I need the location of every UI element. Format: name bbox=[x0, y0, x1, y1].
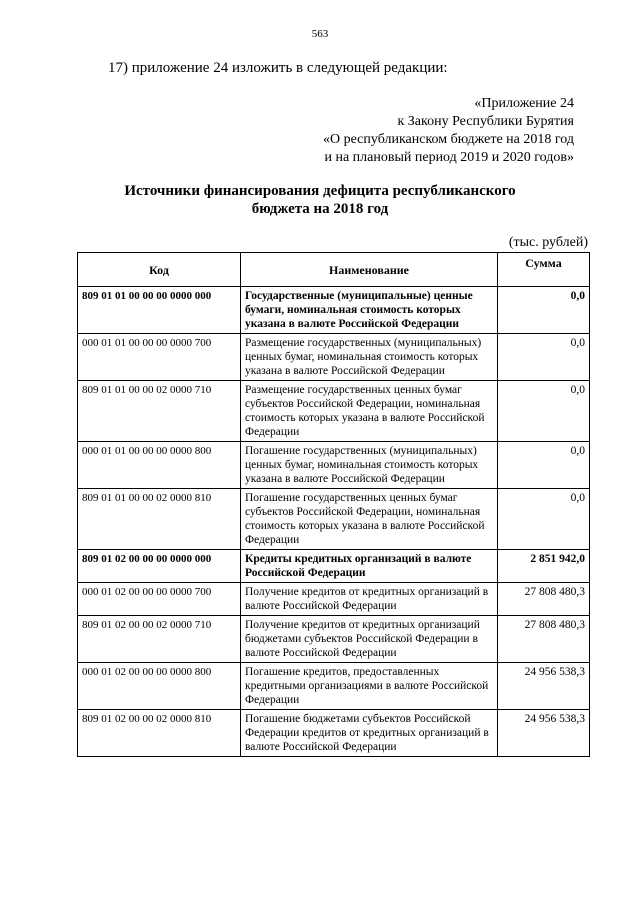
code-cell: 000 01 01 00 00 00 0000 800 bbox=[78, 442, 241, 489]
sum-cell: 0,0 bbox=[498, 442, 590, 489]
table-row bbox=[78, 663, 590, 710]
appendix-line: и на плановый период 2019 и 2020 годов» bbox=[324, 150, 574, 165]
appendix-line: «Приложение 24 bbox=[474, 96, 574, 111]
name-cell: Получение кредитов от кредитных организаций бюджетами субъектов Российской Федерации в валюте Российской Федерации bbox=[241, 616, 498, 663]
sum-cell: 24 956 538,3 bbox=[498, 710, 590, 757]
table-row bbox=[78, 583, 590, 616]
code-cell: 809 01 02 00 00 02 0000 710 bbox=[78, 616, 241, 663]
code-cell: 000 01 02 00 00 00 0000 800 bbox=[78, 663, 241, 710]
sum-cell: 0,0 bbox=[498, 381, 590, 442]
table-body bbox=[78, 287, 590, 757]
sum-cell: 2 851 942,0 bbox=[498, 550, 590, 583]
code-cell: 809 01 02 00 00 00 0000 000 bbox=[78, 550, 241, 583]
sum-cell: 0,0 bbox=[498, 489, 590, 550]
code-cell: 809 01 01 00 00 02 0000 710 bbox=[78, 381, 241, 442]
units-label: (тыс. рублей) bbox=[508, 235, 588, 250]
table-row bbox=[78, 710, 590, 757]
table-row bbox=[78, 334, 590, 381]
table-row bbox=[78, 442, 590, 489]
document-title: Источники финансирования дефицита республиканского бюджета на 2018 год bbox=[124, 183, 516, 217]
header-code: Код bbox=[78, 253, 241, 287]
sum-cell: 27 808 480,3 bbox=[498, 583, 590, 616]
code-cell: 000 01 02 00 00 00 0000 700 bbox=[78, 583, 241, 616]
header-name: Наименование bbox=[241, 253, 498, 287]
code-cell: 809 01 02 00 00 02 0000 810 bbox=[78, 710, 241, 757]
appendix-line: к Закону Республики Бурятия bbox=[397, 114, 574, 129]
code-cell: 000 01 01 00 00 00 0000 700 bbox=[78, 334, 241, 381]
name-cell: Получение кредитов от кредитных организаций в валюте Российской Федерации bbox=[241, 583, 498, 616]
appendix-header bbox=[323, 95, 574, 167]
appendix-line: «О республиканском бюджете на 2018 год bbox=[323, 132, 574, 147]
name-cell: Размещение государственных ценных бумаг субъектов Российской Федерации, номинальная стоимость которых указана в валюте Российской Федерации bbox=[241, 381, 498, 442]
sum-cell: 27 808 480,3 bbox=[498, 616, 590, 663]
code-cell: 809 01 01 00 00 02 0000 810 bbox=[78, 489, 241, 550]
name-cell: Государственные (муниципальные) ценные бумаги, номинальная стоимость которых указана в валюте Российской Федерации bbox=[241, 287, 498, 334]
name-cell: Погашение кредитов, предоставленных кредитными организациями в валюте Российской Федерации bbox=[241, 663, 498, 710]
sum-cell: 0,0 bbox=[498, 334, 590, 381]
financing-sources-table bbox=[77, 252, 590, 757]
table-row bbox=[78, 489, 590, 550]
page-number: 563 bbox=[311, 28, 329, 40]
sum-cell: 0,0 bbox=[498, 287, 590, 334]
sum-cell: 24 956 538,3 bbox=[498, 663, 590, 710]
name-cell: Погашение государственных (муниципальных) ценных бумаг, номинальная стоимость которых указана в валюте Российской Федерации bbox=[241, 442, 498, 489]
name-cell: Размещение государственных (муниципальных) ценных бумаг, номинальная стоимость которых указана в валюте Российской Федерации bbox=[241, 334, 498, 381]
name-cell: Погашение государственных ценных бумаг субъектов Российской Федерации, номинальная стоимость которых указана в валюте Российской Федерации bbox=[241, 489, 498, 550]
table-header-row bbox=[78, 253, 590, 287]
header-sum: Сумма bbox=[498, 253, 590, 287]
table-row bbox=[78, 550, 590, 583]
intro-text: 17) приложение 24 изложить в следующей редакции: bbox=[108, 60, 448, 76]
code-cell: 809 01 01 00 00 00 0000 000 bbox=[78, 287, 241, 334]
name-cell: Погашение бюджетами субъектов Российской Федерации кредитов от кредитных организаций в валюте Российской Федерации bbox=[241, 710, 498, 757]
table-row bbox=[78, 616, 590, 663]
table-row bbox=[78, 381, 590, 442]
name-cell: Кредиты кредитных организаций в валюте Российской Федерации bbox=[241, 550, 498, 583]
table-row bbox=[78, 287, 590, 334]
